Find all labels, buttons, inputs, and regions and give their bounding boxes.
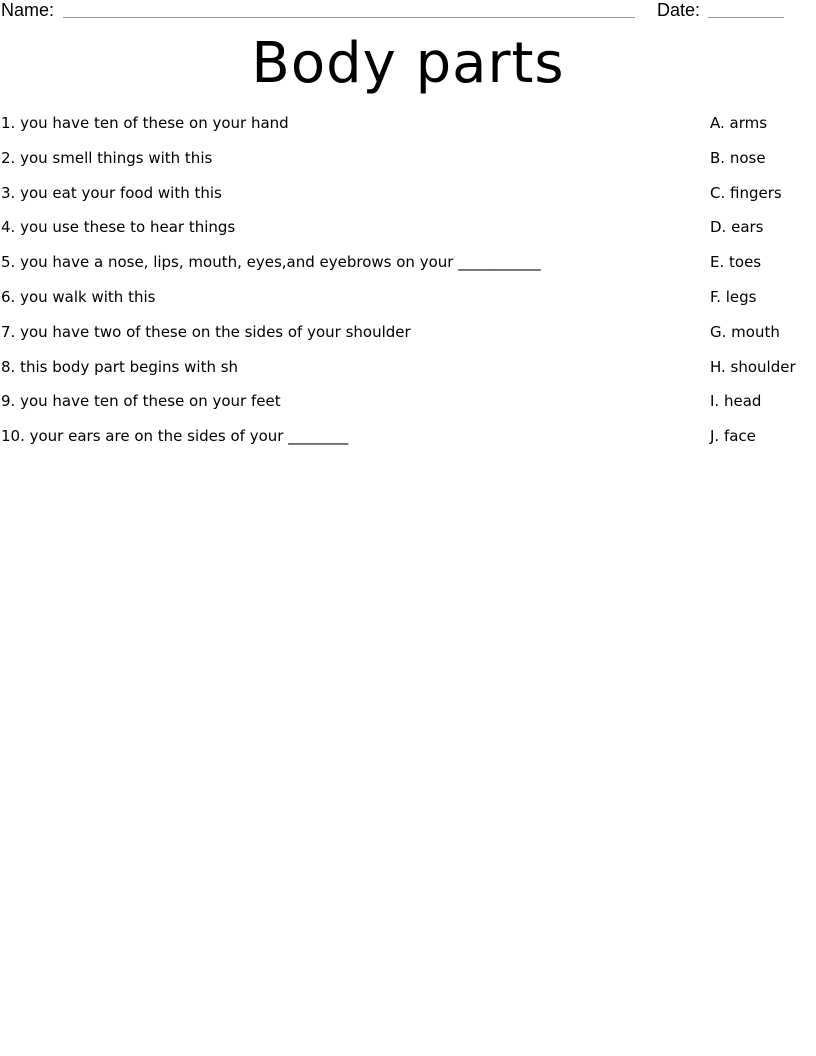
clue-text: 2. you smell things with this [1, 148, 213, 167]
list-item [0, 110, 816, 145]
answer-option: J. face [710, 427, 756, 446]
clue-text: 10. your ears are on the sides of your ________ [1, 427, 349, 446]
list-item [0, 249, 816, 284]
list-item [0, 214, 816, 249]
clue-text: 1. you have ten of these on your hand [1, 114, 289, 132]
answer-option: B. nose [710, 148, 766, 167]
matching-list [0, 110, 816, 458]
clue-text: 6. you walk with this [1, 287, 156, 306]
date-label: Date: [657, 0, 701, 20]
list-item [0, 145, 816, 180]
list-item [0, 284, 816, 319]
list-item [0, 388, 816, 423]
worksheet-header [0, 0, 816, 24]
answer-option: C. fingers [710, 183, 782, 202]
date-field-line[interactable] [708, 17, 784, 18]
list-item [0, 319, 816, 354]
answer-option: I. head [710, 392, 762, 411]
clue-text: 7. you have two of these on the sides of your shoulder [1, 322, 411, 341]
answer-option: D. ears [710, 218, 764, 237]
clue-text: 9. you have ten of these on your feet [1, 392, 281, 411]
clue-text: 8. this body part begins with sh [1, 357, 239, 376]
clue-text: 3. you eat your food with this [1, 183, 222, 202]
name-field-line[interactable] [63, 17, 635, 18]
answer-option: A. arms [710, 114, 768, 132]
list-item [0, 180, 816, 215]
answer-option: F. legs [710, 287, 757, 306]
name-label: Name: [1, 0, 55, 20]
page-title: Body parts [251, 31, 565, 96]
answer-option: H. shoulder [710, 357, 796, 376]
answer-option: E. toes [710, 253, 762, 272]
answer-option: G. mouth [710, 322, 780, 341]
clue-text: 5. you have a nose, lips, mouth, eyes,and eyebrows on your ___________ [1, 253, 541, 272]
list-item [0, 423, 816, 458]
list-item [0, 354, 816, 389]
clue-text: 4. you use these to hear things [1, 218, 236, 237]
